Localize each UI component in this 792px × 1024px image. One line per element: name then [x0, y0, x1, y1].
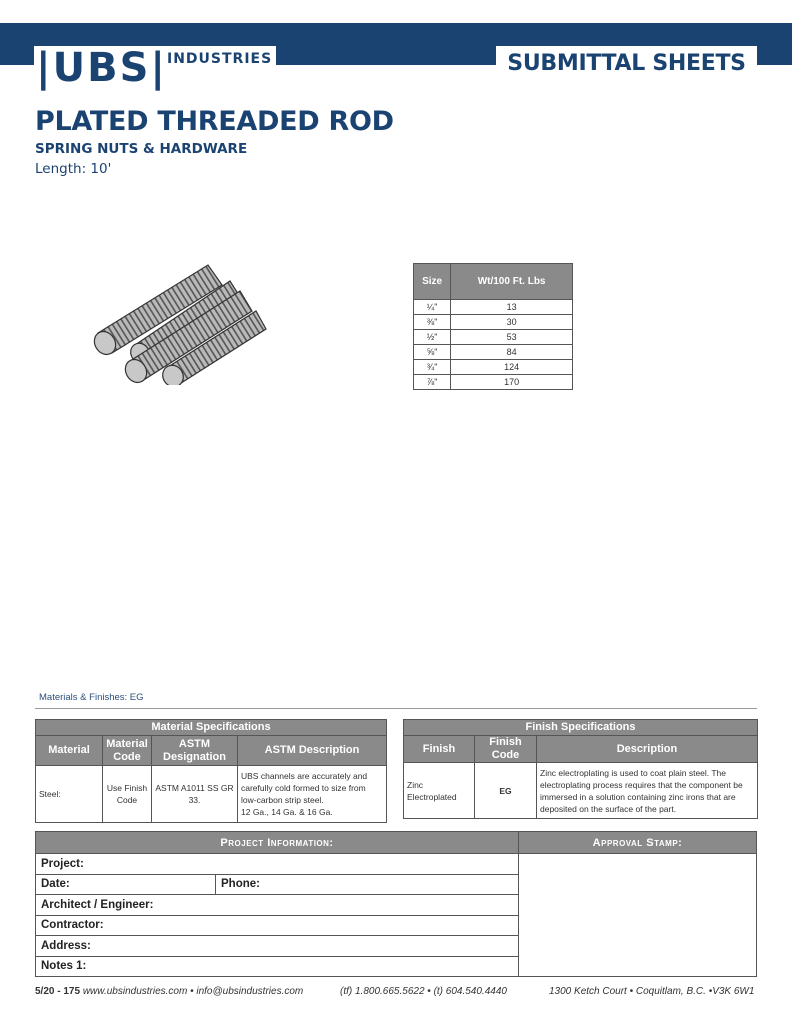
architect-field[interactable]: Architect / Engineer:: [36, 895, 519, 916]
col-material: Material: [36, 736, 103, 766]
logo-industries: INDUSTRIES: [167, 51, 273, 67]
header-banner-left: [0, 46, 34, 65]
material-specs-table: [35, 719, 387, 823]
table-row: [414, 315, 573, 330]
col-size: Size: [414, 264, 451, 300]
col-astm-description: ASTM Description: [238, 736, 387, 766]
product-subtitle: SPRING NUTS & HARDWARE: [35, 141, 248, 157]
col-material-code: Material Code: [103, 736, 152, 766]
col-finish: Finish: [404, 736, 475, 763]
threaded-rod-illustration: [80, 255, 275, 385]
web-email-link[interactable]: www.ubsindustries.com • info@ubsindustries.com: [82, 986, 304, 997]
table-row: [414, 360, 573, 375]
weight-cell: 124: [451, 360, 573, 375]
col-finish-code: Finish Code: [475, 736, 537, 763]
product-length: Length: 10': [35, 161, 112, 177]
weight-cell: 53: [451, 330, 573, 345]
finish-description-cell: Zinc electroplating is used to coat plain steel. The electroplating process requires that the component be immersed in a solution containing zinc irons that are deposited on the surface of the part.: [537, 763, 758, 819]
col-astm-designation: ASTM Designation: [152, 736, 238, 766]
project-info-title: Project Information:: [36, 832, 519, 854]
header-banner: [0, 23, 792, 46]
notes-field[interactable]: Notes 1:: [36, 956, 519, 977]
table-row: [36, 766, 387, 823]
finish-specs-title: Finish Specifications: [404, 720, 758, 736]
project-field[interactable]: Project:: [36, 854, 519, 875]
astm-description-text: UBS channels are accurately and carefully cold formed to size from low-carbon strip steel.: [241, 771, 368, 805]
date-field[interactable]: Date:: [36, 874, 216, 895]
header-banner-right: [757, 46, 792, 65]
weight-cell: 170: [451, 375, 573, 390]
material-code-cell: Use Finish Code: [103, 766, 152, 823]
contractor-field[interactable]: Contractor:: [36, 915, 519, 936]
astm-gauges-text: 12 Ga., 14 Ga. & 16 Ga.: [241, 807, 333, 817]
finish-cell: Zinc Electroplated: [404, 763, 475, 819]
phone-field[interactable]: Phone:: [216, 874, 519, 895]
weight-table: [413, 263, 573, 390]
footer-address: 1300 Ketch Court • Coquitlam, B.C. •V3K 6W1: [549, 986, 755, 997]
finish-specs-table: [403, 719, 758, 819]
table-row: [414, 300, 573, 315]
weight-cell: 13: [451, 300, 573, 315]
doc-type-label: SUBMITTAL SHEETS: [507, 51, 746, 76]
material-specs-title: Material Specifications: [36, 720, 387, 736]
divider: [35, 708, 757, 709]
header-banner-middle: [276, 46, 496, 65]
page-code: 5/20 - 175: [35, 986, 81, 997]
table-row: [414, 330, 573, 345]
size-cell: ½": [414, 330, 451, 345]
approval-stamp-area[interactable]: [519, 854, 757, 977]
weight-cell: 84: [451, 345, 573, 360]
weight-cell: 30: [451, 315, 573, 330]
size-cell: ⅞": [414, 375, 451, 390]
table-row: [404, 763, 758, 819]
materials-finishes-label: Materials & Finishes: EG: [39, 692, 144, 703]
table-row: [414, 345, 573, 360]
address-field[interactable]: Address:: [36, 936, 519, 957]
finish-code-cell: EG: [475, 763, 537, 819]
project-info-table: [35, 831, 757, 977]
size-cell: ¾": [414, 360, 451, 375]
footer-phones: (tf) 1.800.665.5622 • (t) 604.540.4440: [340, 986, 507, 997]
col-description: Description: [537, 736, 758, 763]
col-weight: Wt/100 Ft. Lbs: [451, 264, 573, 300]
table-row: [414, 375, 573, 390]
size-cell: ⅜": [414, 315, 451, 330]
astm-description-cell: [238, 766, 387, 823]
astm-designation-cell: ASTM A1011 SS GR 33.: [152, 766, 238, 823]
size-cell: ¼": [414, 300, 451, 315]
material-cell: Steel:: [36, 766, 103, 823]
size-cell: ⅝": [414, 345, 451, 360]
product-title: PLATED THREADED ROD: [35, 106, 394, 137]
logo-ubs: |UBS|: [36, 45, 167, 91]
footer-left: [35, 986, 303, 997]
approval-stamp-title: Approval Stamp:: [519, 832, 757, 854]
